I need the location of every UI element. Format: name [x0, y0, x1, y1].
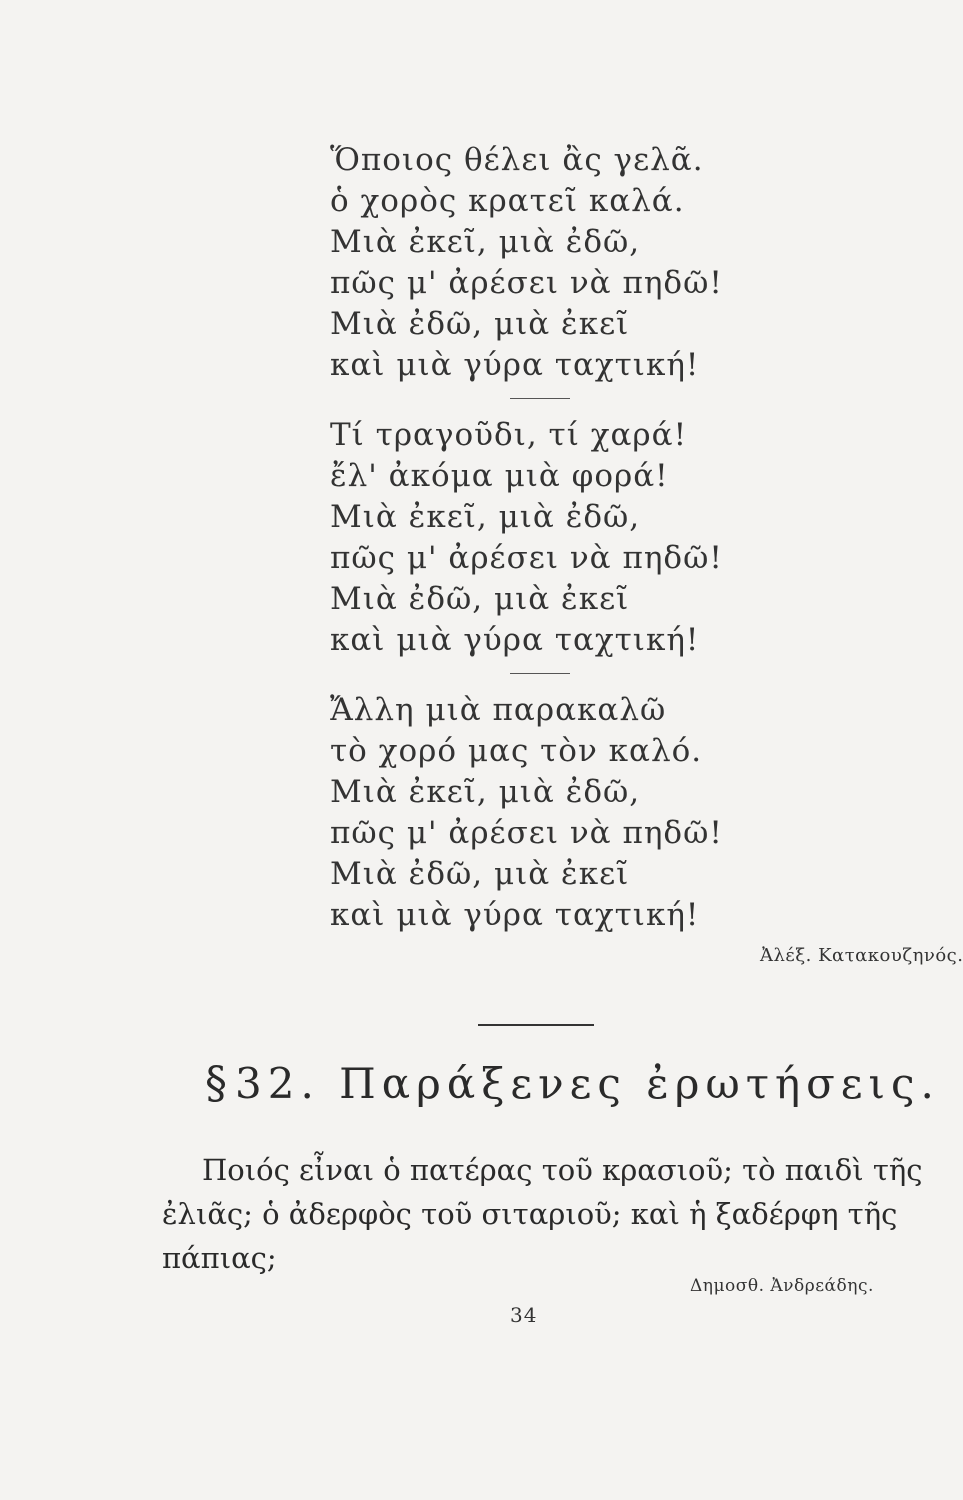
poem [330, 140, 890, 936]
stanza-divider [510, 673, 570, 674]
riddle-line: Ποιός εἶναι ὁ πατέρας τοῦ κρασιοῦ; τὸ παιδὶ τῆς [202, 1153, 923, 1187]
stanza-1 [330, 140, 890, 386]
poem-line: ἔλ' ἀκόμα μιὰ φορά! [330, 458, 669, 494]
stanza-divider [510, 398, 570, 399]
page-number: 34 [510, 1303, 538, 1327]
poem-line: τὸ χορό μας τὸν καλό. [330, 733, 703, 769]
poem-line: ὁ χορὸς κρατεῖ καλά. [330, 183, 685, 219]
riddle-author: Δημοσθ. Ἀνδρεάδης. [690, 1276, 874, 1296]
poem-line: καὶ μιὰ γύρα ταχτική! [330, 622, 700, 658]
poem-line: καὶ μιὰ γύρα ταχτική! [330, 897, 700, 933]
section-title: 32. Παράξενες ἐρωτήσεις. [235, 1059, 940, 1108]
poem-line: Μιὰ ἐκεῖ, μιὰ ἐδῶ, [330, 224, 641, 260]
poem-line: Ἄλλη μιὰ παρακαλῶ [330, 692, 667, 728]
poem-line: Μιὰ ἐκεῖ, μιὰ ἐδῶ, [330, 774, 641, 810]
poem-line: Τί τραγοῦδι, τί χαρά! [330, 417, 688, 453]
poem-line: πῶς μ' ἀρέσει νὰ πηδῶ! [330, 540, 723, 576]
riddle-line: ἐλιᾶς; ὁ ἀδερφὸς τοῦ σιταριοῦ; καὶ ἡ ξαδέρφη τῆς [162, 1197, 898, 1231]
section-rule [478, 1024, 594, 1026]
poem-line: Ὅποιος θέλει ἂς γελᾶ. [330, 142, 704, 178]
poem-line: Μιὰ ἐδῶ, μιὰ ἐκεῖ [330, 306, 630, 342]
section-heading [205, 1058, 940, 1109]
riddle-line: πάπιας; [162, 1241, 277, 1275]
poem-line: Μιὰ ἐκεῖ, μιὰ ἐδῶ, [330, 499, 641, 535]
poem-line: πῶς μ' ἀρέσει νὰ πηδῶ! [330, 265, 723, 301]
poem-line: Μιὰ ἐδῶ, μιὰ ἐκεῖ [330, 581, 630, 617]
stanza-2 [330, 415, 890, 661]
poem-line: πῶς μ' ἀρέσει νὰ πηδῶ! [330, 815, 723, 851]
poem-line: Μιὰ ἐδῶ, μιὰ ἐκεῖ [330, 856, 630, 892]
section-symbol: § [205, 1058, 227, 1109]
poem-author: Ἀλέξ. Κατακουζηνός. [760, 945, 963, 966]
riddle-text [162, 1148, 923, 1280]
poem-line: καὶ μιὰ γύρα ταχτική! [330, 347, 700, 383]
stanza-3 [330, 690, 890, 936]
